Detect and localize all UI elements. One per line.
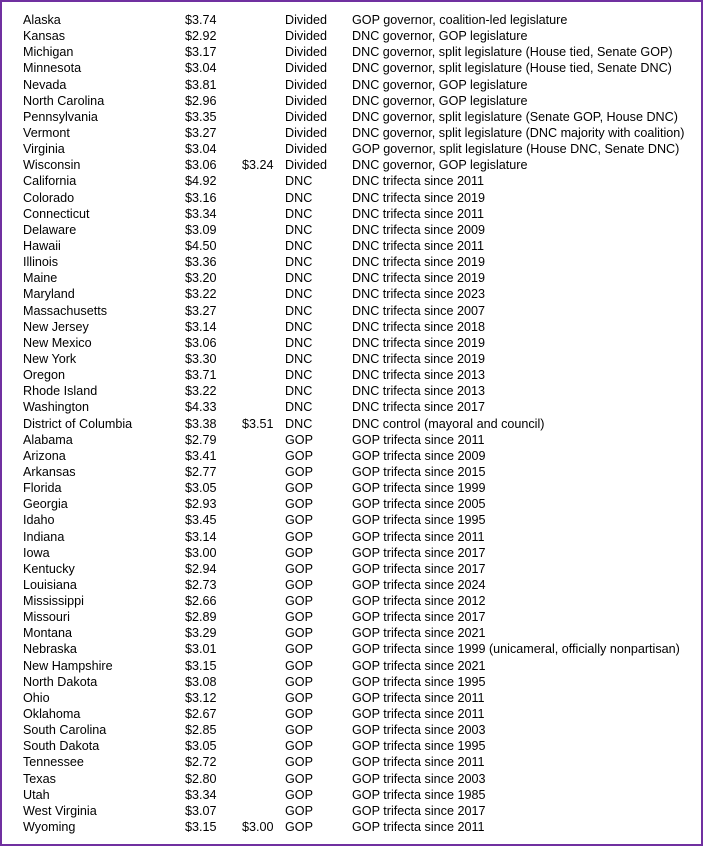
- gas-price-cell: $3.22: [185, 287, 217, 302]
- gas-price-cell: $2.85: [185, 723, 217, 738]
- gas-price-cell: $3.16: [185, 190, 217, 205]
- party-control-cell: Divided: [285, 125, 327, 140]
- table-row: [2, 722, 702, 738]
- table-row: [2, 399, 702, 415]
- gas-price-cell: $3.34: [185, 787, 217, 802]
- party-control-cell: DNC: [285, 368, 313, 383]
- table-row: [2, 319, 702, 335]
- table-row: [2, 803, 702, 819]
- control-notes-cell: GOP trifecta since 2011: [352, 820, 485, 835]
- state-name-cell: Wisconsin: [23, 158, 81, 173]
- state-name-cell: Wyoming: [23, 820, 76, 835]
- table-row: [2, 383, 702, 399]
- table-row: [2, 206, 702, 222]
- table-row: [2, 109, 702, 125]
- state-name-cell: Illinois: [23, 255, 58, 270]
- control-notes-cell: DNC trifecta since 2023: [352, 287, 485, 302]
- state-table: [2, 12, 702, 835]
- party-control-cell: GOP: [285, 771, 313, 786]
- gas-price-cell: $3.12: [185, 690, 217, 705]
- party-control-cell: DNC: [285, 319, 313, 334]
- gas-price-cell: $2.77: [185, 464, 217, 479]
- control-notes-cell: GOP trifecta since 2011: [352, 707, 485, 722]
- gas-price-cell: $3.04: [185, 61, 217, 76]
- control-notes-cell: DNC governor, split legislature (DNC majority with coalition): [352, 125, 685, 140]
- group-average-cell: $3.24: [242, 158, 274, 173]
- gas-price-cell: $2.93: [185, 497, 217, 512]
- control-notes-cell: DNC trifecta since 2018: [352, 319, 485, 334]
- gas-price-cell: $3.05: [185, 739, 217, 754]
- control-notes-cell: GOP trifecta since 2005: [352, 497, 486, 512]
- party-control-cell: DNC: [285, 303, 313, 318]
- party-control-cell: DNC: [285, 238, 313, 253]
- state-name-cell: Missouri: [23, 610, 70, 625]
- party-control-cell: GOP: [285, 513, 313, 528]
- table-row: [2, 254, 702, 270]
- control-notes-cell: GOP trifecta since 2024: [352, 577, 486, 592]
- party-control-cell: GOP: [285, 803, 313, 818]
- party-control-cell: GOP: [285, 739, 313, 754]
- party-control-cell: DNC: [285, 255, 313, 270]
- party-control-cell: GOP: [285, 787, 313, 802]
- state-name-cell: Tennessee: [23, 755, 84, 770]
- gas-price-cell: $2.96: [185, 93, 217, 108]
- gas-price-cell: $3.05: [185, 481, 217, 496]
- party-control-cell: GOP: [285, 577, 313, 592]
- state-name-cell: Kentucky: [23, 561, 75, 576]
- party-control-cell: GOP: [285, 594, 313, 609]
- table-row: [2, 819, 702, 835]
- state-name-cell: Colorado: [23, 190, 75, 205]
- gas-price-cell: $3.29: [185, 626, 217, 641]
- table-row: [2, 577, 702, 593]
- table-row: [2, 44, 702, 60]
- party-control-cell: GOP: [285, 755, 313, 770]
- table-row: [2, 706, 702, 722]
- gas-price-cell: $2.66: [185, 594, 217, 609]
- table-row: [2, 190, 702, 206]
- state-name-cell: Oregon: [23, 368, 66, 383]
- control-notes-cell: DNC governor, GOP legislature: [352, 29, 528, 44]
- control-notes-cell: DNC control (mayoral and council): [352, 416, 545, 431]
- state-name-cell: Utah: [23, 787, 50, 802]
- table-row: [2, 738, 702, 754]
- control-notes-cell: DNC trifecta since 2011: [352, 238, 485, 253]
- state-name-cell: Nevada: [23, 77, 67, 92]
- table-row: [2, 674, 702, 690]
- gas-price-cell: $3.06: [185, 158, 217, 173]
- party-control-cell: GOP: [285, 545, 313, 560]
- gas-price-cell: $3.01: [185, 642, 217, 657]
- gas-price-cell: $3.45: [185, 513, 217, 528]
- gas-price-cell: $3.17: [185, 45, 217, 60]
- gas-price-cell: $3.00: [185, 545, 217, 560]
- state-name-cell: Kansas: [23, 29, 66, 44]
- control-notes-cell: DNC trifecta since 2019: [352, 255, 485, 270]
- table-row: [2, 480, 702, 496]
- control-notes-cell: DNC trifecta since 2019: [352, 351, 485, 366]
- table-row: [2, 641, 702, 657]
- state-name-cell: Arkansas: [23, 464, 76, 479]
- gas-price-cell: $3.09: [185, 222, 217, 237]
- control-notes-cell: GOP trifecta since 2003: [352, 723, 486, 738]
- gas-price-cell: $3.07: [185, 803, 217, 818]
- state-name-cell: Massachusetts: [23, 303, 107, 318]
- gas-price-cell: $4.92: [185, 174, 217, 189]
- state-name-cell: Vermont: [23, 125, 70, 140]
- control-notes-cell: DNC governor, split legislature (House tied, Senate DNC): [352, 61, 672, 76]
- control-notes-cell: GOP trifecta since 1999 (unicameral, officially nonpartisan): [352, 642, 680, 657]
- gas-price-cell: $4.50: [185, 238, 217, 253]
- control-notes-cell: DNC trifecta since 2009: [352, 222, 485, 237]
- state-name-cell: New Mexico: [23, 335, 92, 350]
- state-name-cell: New Hampshire: [23, 658, 113, 673]
- gas-price-cell: $3.27: [185, 303, 217, 318]
- gas-price-cell: $3.71: [185, 368, 217, 383]
- gas-price-cell: $2.72: [185, 755, 217, 770]
- state-name-cell: District of Columbia: [23, 416, 133, 431]
- table-row: [2, 496, 702, 512]
- state-name-cell: Connecticut: [23, 206, 90, 221]
- control-notes-cell: GOP governor, split legislature (House DNC, Senate DNC): [352, 142, 680, 157]
- party-control-cell: Divided: [285, 142, 327, 157]
- party-control-cell: GOP: [285, 626, 313, 641]
- table-row: [2, 787, 702, 803]
- table-row: [2, 157, 702, 173]
- control-notes-cell: DNC governor, split legislature (House tied, Senate GOP): [352, 45, 673, 60]
- party-control-cell: Divided: [285, 77, 327, 92]
- table-row: [2, 432, 702, 448]
- control-notes-cell: GOP trifecta since 2011: [352, 755, 485, 770]
- party-control-cell: GOP: [285, 610, 313, 625]
- gas-price-cell: $3.27: [185, 125, 217, 140]
- party-control-cell: GOP: [285, 497, 313, 512]
- gas-price-cell: $2.73: [185, 577, 217, 592]
- control-notes-cell: GOP trifecta since 1995: [352, 513, 486, 528]
- control-notes-cell: GOP governor, coalition-led legislature: [352, 13, 568, 27]
- party-control-cell: Divided: [285, 109, 327, 124]
- state-name-cell: Indiana: [23, 529, 65, 544]
- gas-price-cell: $2.89: [185, 610, 217, 625]
- state-name-cell: Nebraska: [23, 642, 77, 657]
- state-name-cell: North Dakota: [23, 674, 98, 689]
- state-name-cell: Ohio: [23, 690, 50, 705]
- control-notes-cell: GOP trifecta since 2011: [352, 529, 485, 544]
- party-control-cell: GOP: [285, 561, 313, 576]
- table-row: [2, 771, 702, 787]
- party-control-cell: DNC: [285, 416, 313, 431]
- state-name-cell: Montana: [23, 626, 73, 641]
- control-notes-cell: GOP trifecta since 2017: [352, 561, 486, 576]
- control-notes-cell: DNC trifecta since 2019: [352, 271, 485, 286]
- state-name-cell: Michigan: [23, 45, 74, 60]
- state-name-cell: Alabama: [23, 432, 73, 447]
- gas-price-cell: $2.94: [185, 561, 217, 576]
- party-control-cell: DNC: [285, 271, 313, 286]
- control-notes-cell: GOP trifecta since 2011: [352, 432, 485, 447]
- party-control-cell: DNC: [285, 206, 313, 221]
- table-row: [2, 351, 702, 367]
- gas-price-cell: $3.36: [185, 255, 217, 270]
- gas-price-cell: $3.22: [185, 384, 217, 399]
- state-name-cell: Iowa: [23, 545, 50, 560]
- control-notes-cell: DNC governor, GOP legislature: [352, 77, 528, 92]
- state-name-cell: Arizona: [23, 448, 66, 463]
- party-control-cell: GOP: [285, 690, 313, 705]
- state-name-cell: South Carolina: [23, 723, 107, 738]
- party-control-cell: DNC: [285, 351, 313, 366]
- control-notes-cell: GOP trifecta since 2021: [352, 626, 486, 641]
- state-name-cell: Delaware: [23, 222, 77, 237]
- party-control-cell: Divided: [285, 45, 327, 60]
- control-notes-cell: DNC trifecta since 2011: [352, 206, 485, 221]
- gas-price-cell: $3.08: [185, 674, 217, 689]
- gas-price-cell: $3.15: [185, 820, 217, 835]
- gas-price-cell: $2.67: [185, 707, 217, 722]
- gas-price-cell: $3.35: [185, 109, 217, 124]
- state-name-cell: Hawaii: [23, 238, 61, 253]
- state-name-cell: Rhode Island: [23, 384, 98, 399]
- party-control-cell: Divided: [285, 29, 327, 44]
- table-row: [2, 464, 702, 480]
- state-name-cell: Idaho: [23, 513, 55, 528]
- table-row: [2, 303, 702, 319]
- table-row: [2, 448, 702, 464]
- control-notes-cell: GOP trifecta since 1985: [352, 787, 486, 802]
- party-control-cell: GOP: [285, 432, 313, 447]
- table-row: [2, 141, 702, 157]
- table-row: [2, 512, 702, 528]
- state-name-cell: Washington: [23, 400, 90, 415]
- table-row: [2, 93, 702, 109]
- party-control-cell: Divided: [285, 93, 327, 108]
- control-notes-cell: GOP trifecta since 2011: [352, 690, 485, 705]
- party-control-cell: GOP: [285, 448, 313, 463]
- party-control-cell: DNC: [285, 190, 313, 205]
- party-control-cell: GOP: [285, 642, 313, 657]
- control-notes-cell: GOP trifecta since 1995: [352, 739, 486, 754]
- table-row: [2, 658, 702, 674]
- control-notes-cell: DNC trifecta since 2013: [352, 384, 485, 399]
- state-name-cell: Texas: [23, 771, 56, 786]
- party-control-cell: GOP: [285, 481, 313, 496]
- control-notes-cell: DNC governor, split legislature (Senate GOP, House DNC): [352, 109, 678, 124]
- party-control-cell: DNC: [285, 384, 313, 399]
- party-control-cell: GOP: [285, 723, 313, 738]
- table-row: [2, 625, 702, 641]
- table-row: [2, 754, 702, 770]
- party-control-cell: GOP: [285, 674, 313, 689]
- gas-price-cell: $4.33: [185, 400, 217, 415]
- gas-price-cell: $2.79: [185, 432, 217, 447]
- table-row: [2, 60, 702, 76]
- party-control-cell: DNC: [285, 174, 313, 189]
- control-notes-cell: GOP trifecta since 2017: [352, 545, 486, 560]
- gas-price-cell: $3.15: [185, 658, 217, 673]
- party-control-cell: Divided: [285, 61, 327, 76]
- state-name-cell: Georgia: [23, 497, 68, 512]
- control-notes-cell: DNC trifecta since 2007: [352, 303, 485, 318]
- state-name-cell: California: [23, 174, 77, 189]
- control-notes-cell: DNC trifecta since 2013: [352, 368, 485, 383]
- party-control-cell: DNC: [285, 287, 313, 302]
- control-notes-cell: GOP trifecta since 2017: [352, 803, 486, 818]
- table-row: [2, 77, 702, 93]
- control-notes-cell: GOP trifecta since 2009: [352, 448, 486, 463]
- group-average-cell: $3.51: [242, 416, 274, 431]
- gas-price-cell: $3.20: [185, 271, 217, 286]
- control-notes-cell: DNC trifecta since 2019: [352, 190, 485, 205]
- gas-price-cell: $3.04: [185, 142, 217, 157]
- control-notes-cell: GOP trifecta since 2012: [352, 594, 486, 609]
- table-row: [2, 28, 702, 44]
- state-name-cell: Maine: [23, 271, 58, 286]
- table-row: [2, 690, 702, 706]
- state-name-cell: Oklahoma: [23, 707, 81, 722]
- table-row: [2, 125, 702, 141]
- state-name-cell: South Dakota: [23, 739, 100, 754]
- table-row: [2, 335, 702, 351]
- state-name-cell: North Carolina: [23, 93, 105, 108]
- state-name-cell: West Virginia: [23, 803, 97, 818]
- party-control-cell: GOP: [285, 707, 313, 722]
- gas-price-cell: $3.14: [185, 319, 217, 334]
- table-row: [2, 593, 702, 609]
- gas-price-cell: $3.38: [185, 416, 217, 431]
- table-row: [2, 238, 702, 254]
- state-name-cell: Pennsylvania: [23, 109, 98, 124]
- control-notes-cell: DNC trifecta since 2019: [352, 335, 485, 350]
- gas-price-cell: $3.14: [185, 529, 217, 544]
- gas-price-cell: $3.06: [185, 335, 217, 350]
- table-row: [2, 545, 702, 561]
- table-row: [2, 367, 702, 383]
- control-notes-cell: GOP trifecta since 1999: [352, 481, 486, 496]
- state-name-cell: Minnesota: [23, 61, 82, 76]
- table-row: [2, 222, 702, 238]
- state-name-cell: Maryland: [23, 287, 75, 302]
- table-row: [2, 529, 702, 545]
- party-control-cell: Divided: [285, 158, 327, 173]
- control-notes-cell: GOP trifecta since 2015: [352, 464, 486, 479]
- gas-price-cell: $3.30: [185, 351, 217, 366]
- gas-price-cell: $3.34: [185, 206, 217, 221]
- state-name-cell: Virginia: [23, 142, 65, 157]
- party-control-cell: GOP: [285, 529, 313, 544]
- table-row: [2, 270, 702, 286]
- state-name-cell: Mississippi: [23, 594, 84, 609]
- control-notes-cell: GOP trifecta since 2003: [352, 771, 486, 786]
- table-row: [2, 416, 702, 432]
- group-average-cell: $3.00: [242, 820, 274, 835]
- gas-price-cell: $3.41: [185, 448, 217, 463]
- party-control-cell: DNC: [285, 335, 313, 350]
- control-notes-cell: DNC trifecta since 2011: [352, 174, 485, 189]
- table-row: [2, 173, 702, 189]
- state-name-cell: Louisiana: [23, 577, 77, 592]
- table-row: [2, 561, 702, 577]
- gas-price-cell: $3.81: [185, 77, 217, 92]
- party-control-cell: Divided: [285, 13, 327, 27]
- party-control-cell: GOP: [285, 464, 313, 479]
- control-notes-cell: DNC governor, GOP legislature: [352, 158, 528, 173]
- control-notes-cell: DNC governor, GOP legislature: [352, 93, 528, 108]
- party-control-cell: GOP: [285, 820, 313, 835]
- table-row: [2, 609, 702, 625]
- state-name-cell: Florida: [23, 481, 62, 496]
- state-name-cell: New York: [23, 351, 77, 366]
- gas-price-cell: $2.92: [185, 29, 217, 44]
- gas-price-cell: $3.74: [185, 13, 217, 27]
- control-notes-cell: GOP trifecta since 2021: [352, 658, 486, 673]
- party-control-cell: DNC: [285, 222, 313, 237]
- party-control-cell: GOP: [285, 658, 313, 673]
- table-row: [2, 12, 702, 28]
- table-row: [2, 286, 702, 302]
- gas-price-cell: $2.80: [185, 771, 217, 786]
- control-notes-cell: GOP trifecta since 2017: [352, 610, 486, 625]
- control-notes-cell: DNC trifecta since 2017: [352, 400, 485, 415]
- state-name-cell: New Jersey: [23, 319, 89, 334]
- party-control-cell: DNC: [285, 400, 313, 415]
- state-name-cell: Alaska: [23, 13, 61, 27]
- control-notes-cell: GOP trifecta since 1995: [352, 674, 486, 689]
